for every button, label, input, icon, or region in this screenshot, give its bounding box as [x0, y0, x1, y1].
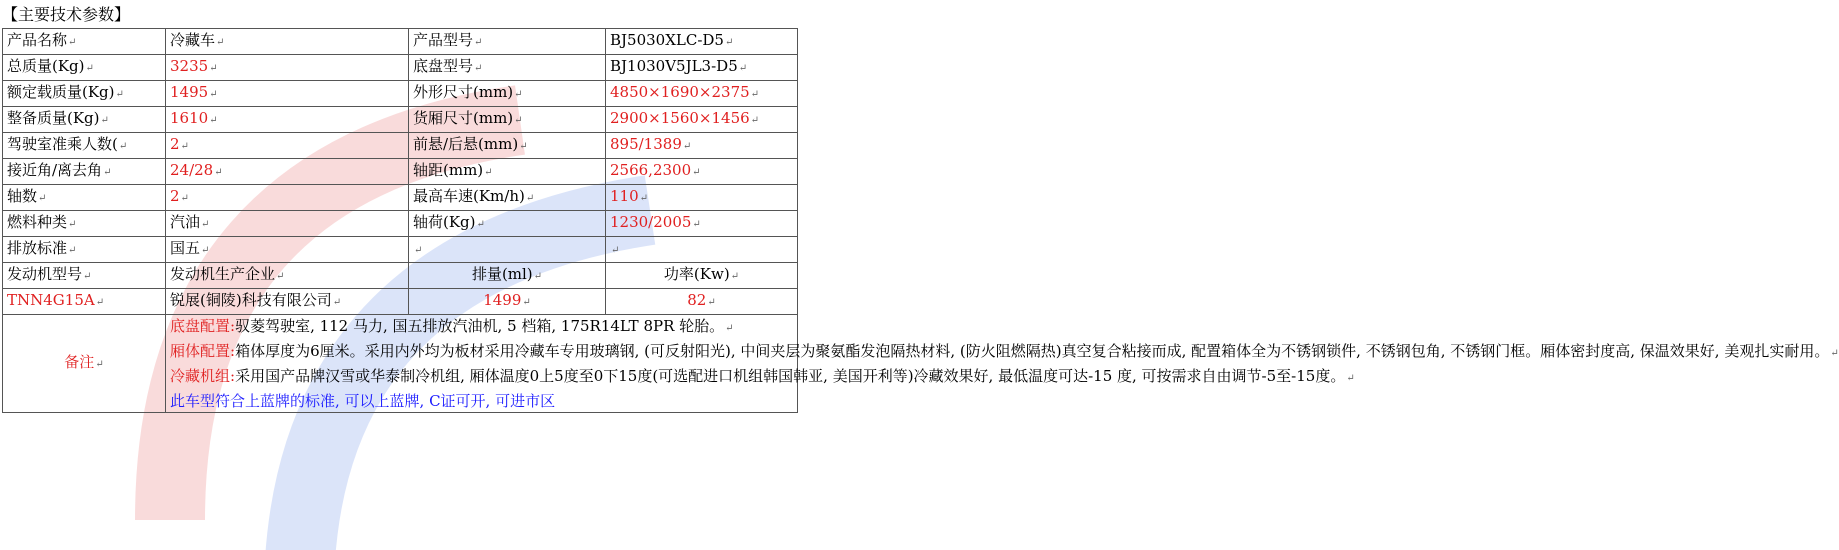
spec-row — [3, 211, 798, 237]
notes-row — [3, 315, 798, 413]
spec-label: 产品名称 ↵ — [3, 29, 166, 55]
spec-label: 燃料种类 ↵ — [3, 211, 166, 237]
spec-row — [3, 159, 798, 185]
spec-label: 排放标准 ↵ — [3, 237, 166, 263]
spec-label: 底盘型号 ↵ — [409, 55, 606, 81]
spec-label: 轴距(mm) ↵ — [409, 159, 606, 185]
engine-row — [3, 289, 798, 315]
spec-value: 1230/2005 ↵ — [606, 211, 798, 237]
spec-label: 驾驶室准乘人数( ↵ — [3, 133, 166, 159]
spec-row — [3, 29, 798, 55]
spec-row — [3, 237, 798, 263]
power-header: 功率(Kw) ↵ — [606, 263, 798, 289]
spec-value: 2 ↵ — [166, 185, 409, 211]
engine-maker-value: 锐展(铜陵)科技有限公司 ↵ — [166, 289, 409, 315]
spec-row — [3, 185, 798, 211]
spec-label: 轴荷(Kg) ↵ — [409, 211, 606, 237]
spec-label: 整备质量(Kg) ↵ — [3, 107, 166, 133]
box-config-text: 箱体厚度为6厘米。采用内外均为板材采用冷藏车专用玻璃钢, (可反射阳光), 中间夹层为聚氨酯发泡隔热材料, (防火阻燃隔热)真空复合粘接而成, 配置箱体全为不锈钢锁件, 不锈钢包角, 不锈钢门框。厢体密封度高, 保温效果好, 美观扎实耐用。 — [235, 342, 1830, 360]
spec-value: 冷藏车 ↵ — [166, 29, 409, 55]
displacement-value: 1499 ↵ — [409, 289, 606, 315]
box-config-heading: 厢体配置: — [170, 342, 236, 360]
spec-row — [3, 107, 798, 133]
chassis-config — [170, 315, 793, 340]
engine-model-header: 发动机型号 ↵ — [3, 263, 166, 289]
spec-label: 额定载质量(Kg) ↵ — [3, 81, 166, 107]
box-config — [170, 340, 1830, 365]
spec-value — [606, 237, 798, 263]
spec-value: 2900×1560×1456 ↵ — [606, 107, 798, 133]
engine-header-row — [3, 263, 798, 289]
spec-value: 2566,2300 ↵ — [606, 159, 798, 185]
engine-model-value: TNN4G15A ↵ — [3, 289, 166, 315]
spec-label: 接近角/离去角 ↵ — [3, 159, 166, 185]
refrigeration-unit-heading: 冷藏机组: — [170, 367, 236, 385]
spec-value: 110 ↵ — [606, 185, 798, 211]
spec-row — [3, 133, 798, 159]
spec-label: 最高车速(Km/h) ↵ — [409, 185, 606, 211]
spec-value: 1610 ↵ — [166, 107, 409, 133]
spec-label: 外形尺寸(mm) ↵ — [409, 81, 606, 107]
notes-content — [166, 315, 1830, 413]
spec-label: 总质量(Kg) ↵ — [3, 55, 166, 81]
spec-table — [2, 28, 1830, 413]
spec-label: 前悬/后悬(mm) ↵ — [409, 133, 606, 159]
chassis-config-heading: 底盘配置: — [170, 317, 236, 335]
spec-value: 4850×1690×2375 ↵ — [606, 81, 798, 107]
displacement-header: 排量(ml) ↵ — [409, 263, 606, 289]
spec-label: 轴数 ↵ — [3, 185, 166, 211]
spec-label — [409, 237, 606, 263]
section-title: 【主要技术参数】 — [2, 5, 131, 24]
refrigeration-unit — [170, 365, 1346, 390]
spec-label: 产品型号 ↵ — [409, 29, 606, 55]
spec-value: 2 ↵ — [166, 133, 409, 159]
spec-row — [3, 55, 798, 81]
spec-value: BJ5030XLC-D5 ↵ — [606, 29, 798, 55]
spec-value: 1495 ↵ — [166, 81, 409, 107]
spec-value: 3235 ↵ — [166, 55, 409, 81]
engine-maker-header: 发动机生产企业 ↵ — [166, 263, 409, 289]
spec-value: 汽油 ↵ — [166, 211, 409, 237]
spec-row — [3, 81, 798, 107]
spec-label: 货厢尺寸(mm) ↵ — [409, 107, 606, 133]
spec-value: 895/1389 ↵ — [606, 133, 798, 159]
spec-value: BJ1030V5JL3-D5 ↵ — [606, 55, 798, 81]
spec-value: 国五 ↵ — [166, 237, 409, 263]
spec-value: 24/28 ↵ — [166, 159, 409, 185]
power-value: 82 ↵ — [606, 289, 798, 315]
chassis-config-text: 驭菱驾驶室, 112 马力, 国五排放汽油机, 5 档箱, 175R14LT 8PR 轮胎。 — [235, 317, 725, 335]
blue-plate-note: 此车型符合上蓝牌的标准, 可以上蓝牌, C证可开, 可进市区 — [170, 392, 556, 410]
notes-label: 备注 ↵ — [3, 315, 166, 413]
refrigeration-unit-text: 采用国产品牌汉雪或华泰制冷机组, 厢体温度0上5度至0下15度(可选配进口机组韩国韩亚, 美国开利等)冷藏效果好, 最低温度可达-15 度, 可按需求自由调节-5至-15度。 — [235, 367, 1346, 385]
